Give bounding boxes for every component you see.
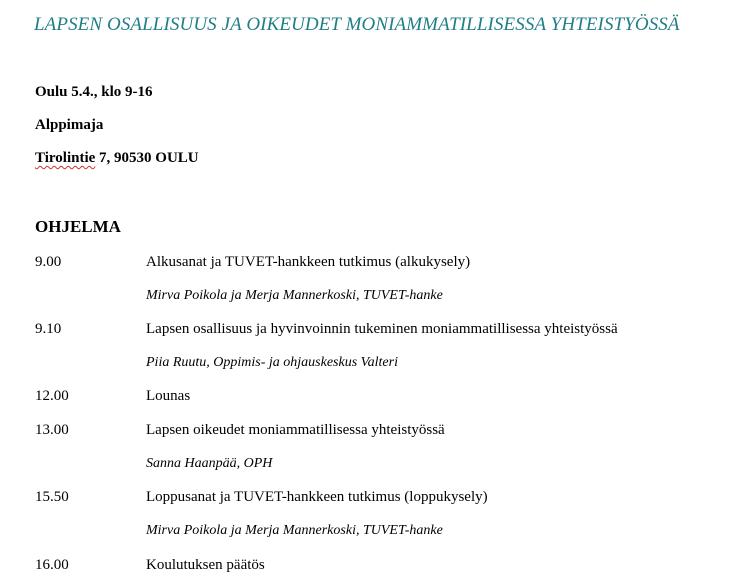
document-title: LAPSEN OSALLISUUS JA OIKEUDET MONIAMMATILLISESSA YHTEISTYÖSSÄ [34, 14, 680, 35]
program-row [35, 254, 735, 274]
program-row [35, 489, 735, 509]
program-topic: Loppusanat ja TUVET-hankkeen tutkimus (loppukysely) [146, 489, 488, 505]
event-date-time: Oulu 5.4., klo 9-16 [35, 84, 153, 100]
program-topic: Alkusanat ja TUVET-hankkeen tutkimus (alkukysely) [146, 254, 471, 270]
program-time: 15.50 [35, 489, 69, 505]
program-time: 12.00 [35, 388, 69, 404]
program-time: 9.00 [35, 254, 62, 270]
program-row [35, 422, 735, 442]
program-topic: Lapsen oikeudet moniammatillisessa yhteistyössä [146, 422, 445, 438]
address-rest: 7, 90530 OULU [95, 150, 199, 166]
program-row [35, 321, 735, 341]
program-topic: Lounas [146, 388, 191, 404]
program-speaker: Mirva Poikola ja Merja Mannerkoski, TUVET-hanke [146, 523, 443, 538]
address-street-misspelled: Tirolintie [35, 150, 96, 166]
program-speaker: Piia Ruutu, Oppimis- ja ohjauskeskus Valteri [146, 355, 398, 370]
program-heading: OHJELMA [35, 217, 121, 236]
event-address [35, 150, 199, 167]
program-speaker: Mirva Poikola ja Merja Mannerkoski, TUVET-hanke [146, 288, 443, 303]
program-row [35, 388, 735, 408]
event-venue: Alppimaja [35, 117, 104, 133]
program-time: 9.10 [35, 321, 62, 337]
program-topic: Lapsen osallisuus ja hyvinvoinnin tukeminen moniammatillisessa yhteistyössä [146, 321, 618, 337]
program-time: 13.00 [35, 422, 69, 438]
program-topic: Koulutuksen päätös [146, 557, 265, 573]
program-row [35, 557, 735, 577]
program-time: 16.00 [35, 557, 69, 573]
program-speaker: Sanna Haanpää, OPH [146, 456, 273, 471]
